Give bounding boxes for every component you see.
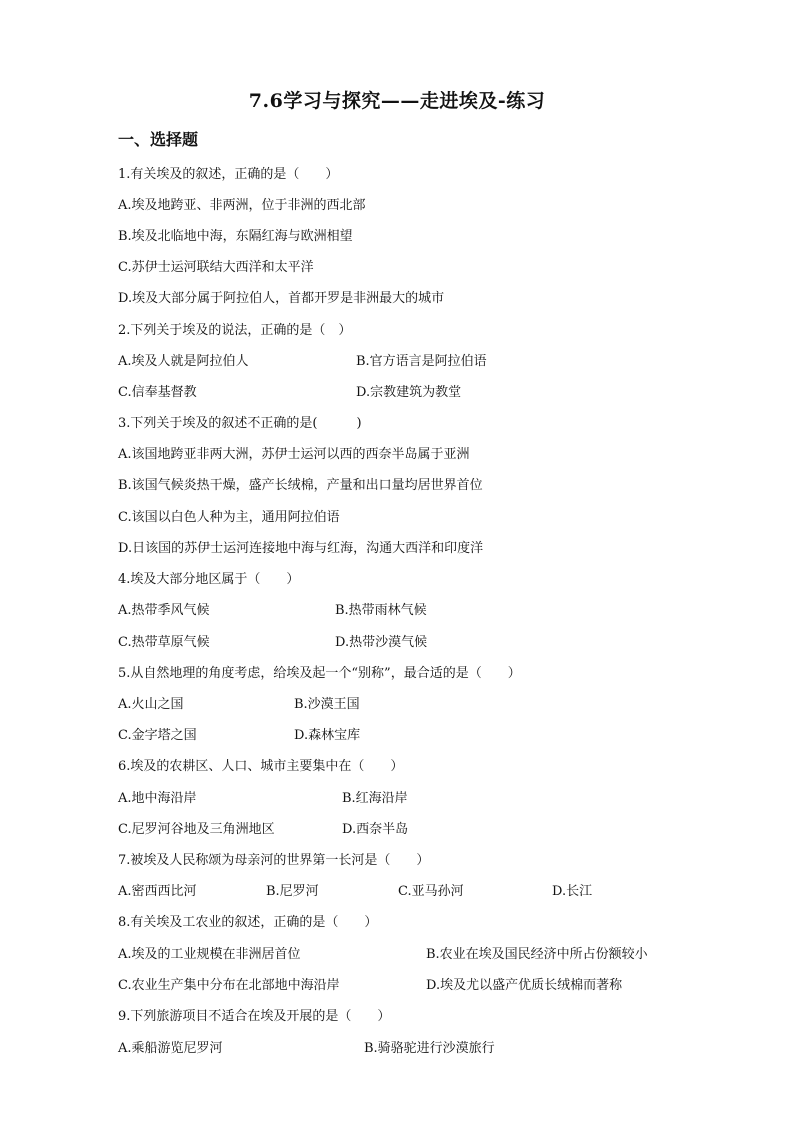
- option-a: A.乘船游览尼罗河: [118, 1041, 223, 1056]
- page-title: 7.6学习与探究——走进埃及-练习: [248, 90, 546, 112]
- option-a: A.埃及地跨亚、非两洲，位于非洲的西北部: [118, 198, 366, 213]
- question-stem: 2.下列关于埃及的说法，正确的是（ ）: [118, 323, 352, 338]
- question-stem: 7.被埃及人民称颂为母亲河的世界第一长河是（ ）: [118, 853, 430, 868]
- option-d: D.日该国的苏伊士运河连接地中海与红海，沟通大西洋和印度洋: [118, 541, 484, 556]
- option-b: B.红海沿岸: [342, 791, 408, 806]
- option-a: A.热带季风气候: [118, 603, 210, 618]
- option-a: A.该国地跨亚非两大洲，苏伊士运河以西的西奈半岛属于亚洲: [118, 447, 470, 462]
- section-heading: 一、选择题: [118, 130, 199, 149]
- option-c: C.热带草原气候: [118, 635, 210, 650]
- option-d: D.西奈半岛: [342, 822, 409, 837]
- option-d: D.埃及大部分属于阿拉伯人，首都开罗是非洲最大的城市: [118, 291, 445, 306]
- option-a: A.地中海沿岸: [118, 791, 197, 806]
- question-stem: 9.下列旅游项目不适合在埃及开展的是（ ）: [118, 1009, 391, 1024]
- option-c: C.亚马孙河: [398, 884, 464, 899]
- question-stem: 6.埃及的农耕区、人口、城市主要集中在（ ）: [118, 759, 404, 774]
- option-a: A.火山之国: [118, 697, 184, 712]
- option-b: B.该国气候炎热干燥，盛产长绒棉，产量和出口量均居世界首位: [118, 478, 483, 493]
- option-c: C.信奉基督教: [118, 385, 197, 400]
- option-a: A.密西西比河: [118, 884, 197, 899]
- option-d: D.森林宝库: [294, 728, 361, 743]
- option-c: C.该国以白色人种为主，通用阿拉伯语: [118, 510, 340, 525]
- option-d: D.长江: [552, 884, 593, 899]
- option-a: A.埃及人就是阿拉伯人: [118, 354, 249, 369]
- question-stem: 1.有关埃及的叙述，正确的是（ ）: [118, 167, 339, 182]
- option-a: A.埃及的工业规模在非洲居首位: [118, 947, 301, 962]
- option-b: B.官方语言是阿拉伯语: [356, 354, 487, 369]
- option-d: D.宗教建筑为教堂: [356, 385, 462, 400]
- option-c: C.尼罗河谷地及三角洲地区: [118, 822, 275, 837]
- option-b: B.农业在埃及国民经济中所占份额较小: [426, 947, 648, 962]
- option-b: B.尼罗河: [266, 884, 319, 899]
- question-stem: 4.埃及大部分地区属于（ ）: [118, 572, 300, 587]
- option-b: B.骑骆驼进行沙漠旅行: [364, 1041, 495, 1056]
- option-c: C.金字塔之国: [118, 728, 197, 743]
- question-stem: 5.从自然地理的角度考虑，给埃及起一个“别称”，最合适的是（ ）: [118, 666, 521, 681]
- question-stem: 3.下列关于埃及的叙述不正确的是( ): [118, 416, 362, 431]
- option-b: B.埃及北临地中海，东隔红海与欧洲相望: [118, 229, 353, 244]
- option-d: D.埃及尤以盛产优质长绒棉而著称: [426, 978, 623, 993]
- option-d: D.热带沙漠气候: [335, 635, 428, 650]
- option-b: B.沙漠王国: [294, 697, 360, 712]
- question-stem: 8.有关埃及工农业的叙述，正确的是（ ）: [118, 915, 378, 930]
- option-b: B.热带雨林气候: [335, 603, 427, 618]
- option-c: C.农业生产集中分布在北部地中海沿岸: [118, 978, 340, 993]
- option-c: C.苏伊士运河联结大西洋和太平洋: [118, 260, 314, 275]
